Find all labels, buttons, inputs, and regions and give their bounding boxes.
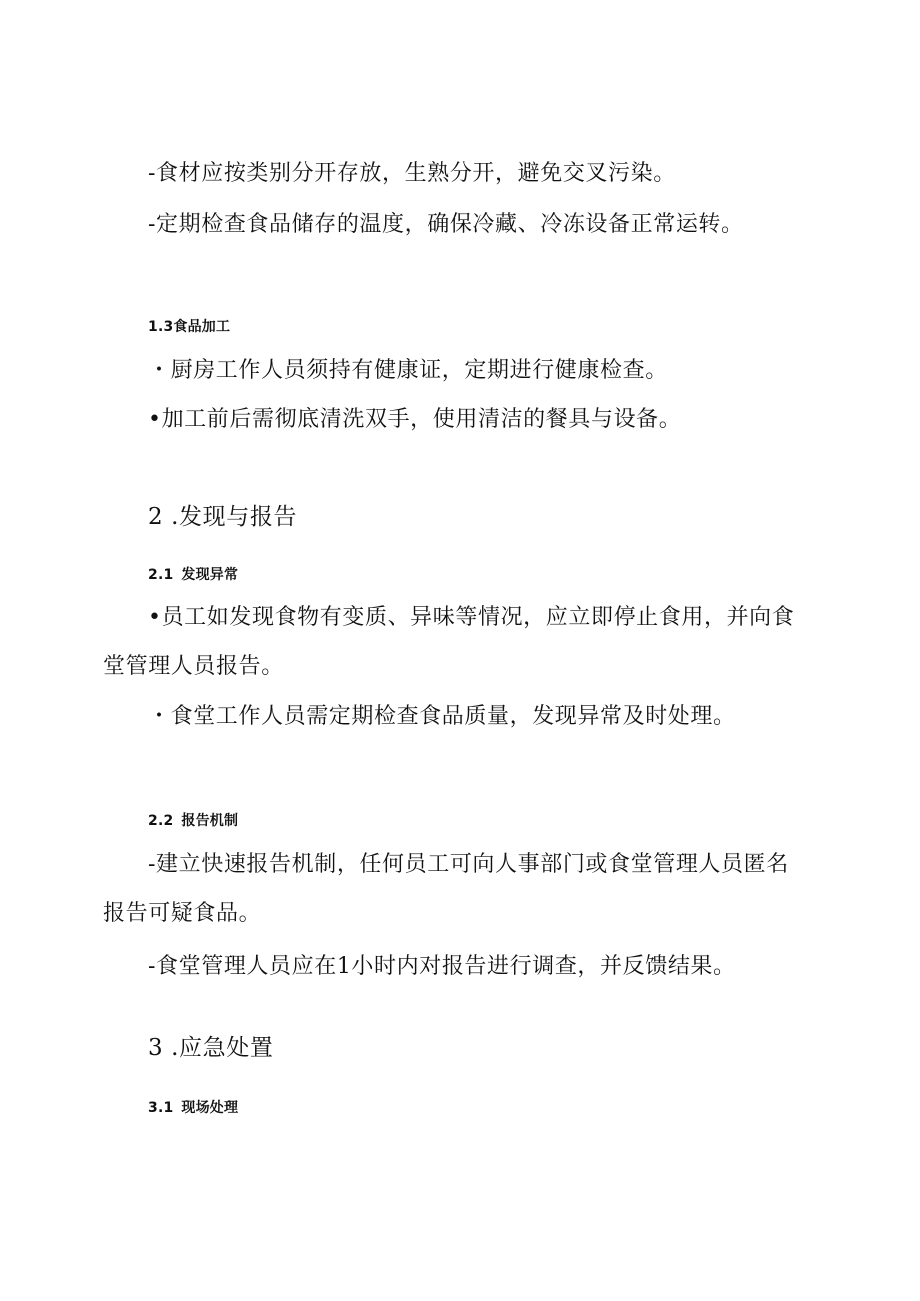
subsection-number: 2.2 (148, 813, 174, 829)
storage-separation-line: -食材应按类别分开存放，生熟分开，避免交叉污染。 (148, 161, 676, 186)
subsection-heading-2-2 (148, 814, 238, 828)
subsection-heading-1-3 (148, 320, 230, 334)
subsection-number: 2.1 (148, 567, 174, 583)
investigation-line: -食堂管理人员应在1小时内对报告进行调查，并反馈结果。 (148, 954, 736, 979)
report-mechanism-continuation: 报告可疑食品。 (103, 901, 262, 926)
subsection-title: 食品加工 (173, 319, 231, 335)
subsection-number: 1.3 (148, 319, 174, 335)
subsection-title: 现场处理 (181, 1100, 239, 1116)
hand-washing-line: •加工前后需彻底清洗双手，使用清洁的餐具与设备。 (148, 407, 682, 432)
storage-temperature-line: -定期检查食品储存的温度，确保冷藏、冷冻设备正常运转。 (148, 212, 744, 237)
employee-discovery-line: •员工如发现食物有变质、异味等情况，应立即停止食用，并向食 (148, 605, 795, 630)
subsection-title: 报告机制 (181, 813, 239, 829)
section-heading-2: 2 .发现与报告 (148, 504, 298, 530)
subsection-title: 发现异常 (181, 567, 239, 583)
subsection-heading-2-1 (148, 568, 238, 582)
subsection-number: 3.1 (148, 1100, 174, 1116)
staff-quality-check-line: ・食堂工作人员需定期检查食品质量，发现异常及时处理。 (148, 704, 736, 729)
health-certificate-line: ・厨房工作人员须持有健康证，定期进行健康检查。 (148, 358, 668, 383)
section-heading-3: 3 .应急处置 (148, 1035, 274, 1061)
employee-discovery-continuation: 堂管理人员报告。 (103, 654, 284, 679)
subsection-heading-3-1 (148, 1101, 238, 1115)
report-mechanism-line: -建立快速报告机制，任何员工可向人事部门或食堂管理人员匿名 (148, 852, 789, 877)
